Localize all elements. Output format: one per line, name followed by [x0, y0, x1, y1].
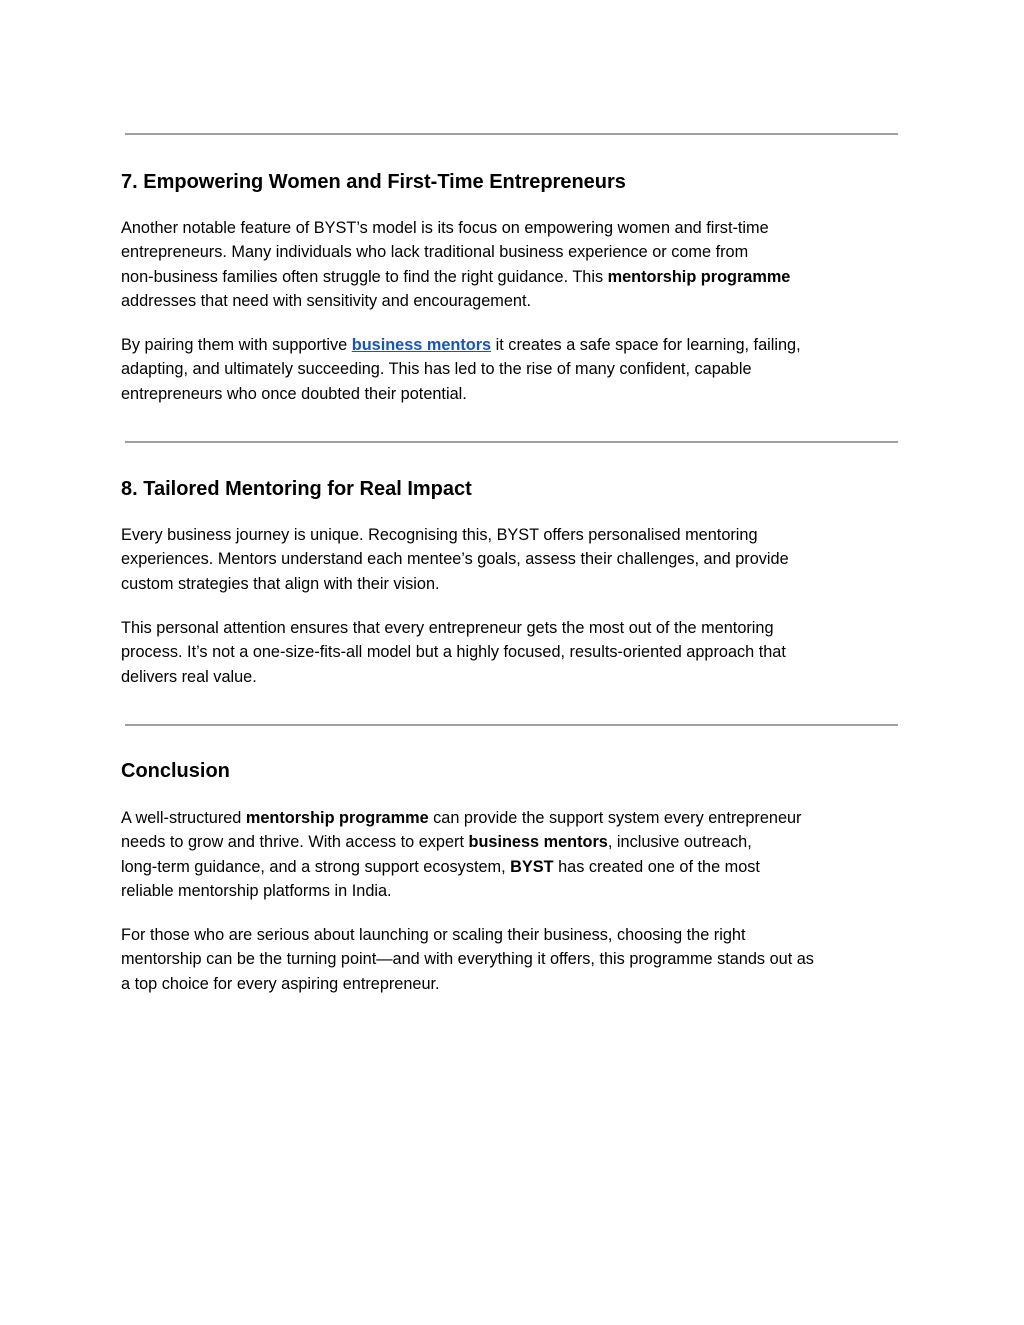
- paragraph-conclusion-support: [121, 806, 801, 903]
- text-run: it creates a safe space for learning, failing,: [491, 336, 801, 354]
- text-line: reliable mentorship platforms in India.: [121, 881, 392, 900]
- horizontal-rule: [125, 133, 898, 135]
- text-line: addresses that need with sensitivity and encouragement.: [121, 291, 531, 310]
- bold-term: mentorship programme: [245, 809, 429, 827]
- text-line: mentorship can be the turning point—and with everything it offers, this programme stands out as: [121, 950, 814, 969]
- conclusion-heading: Conclusion: [121, 760, 230, 782]
- text-run: By pairing them with supportive: [121, 336, 352, 354]
- text-line: [121, 806, 801, 830]
- text-line: [121, 333, 801, 357]
- text-run: has created one of the most: [553, 857, 760, 876]
- text-line: process. It’s not a one-size-fits-all model but a highly focused, results-oriented approach that: [121, 643, 786, 662]
- text-line: adapting, and ultimately succeeding. This has led to the rise of many confident, capable: [121, 360, 752, 379]
- paragraph-personal-attention: [121, 616, 786, 689]
- text-line: Every business journey is unique. Recognising this, BYST offers personalised mentoring: [121, 526, 758, 544]
- text-run: can provide the support system every entrepreneur: [428, 809, 802, 827]
- paragraph-business-mentors: [121, 333, 801, 406]
- text-run: non-business families often struggle to find the right guidance. This: [121, 267, 608, 286]
- bold-term: BYST: [510, 857, 554, 876]
- horizontal-rule: [125, 441, 898, 443]
- text-line: [121, 830, 801, 854]
- business-mentors-link[interactable]: business mentors: [351, 336, 492, 354]
- text-line: Another notable feature of BYST’s model is its focus on empowering women and first-time: [121, 219, 769, 237]
- text-run: , inclusive outreach,: [607, 833, 752, 852]
- text-line: For those who are serious about launching or scaling their business, choosing the right: [121, 926, 746, 944]
- text-line: custom strategies that align with their vision.: [121, 574, 440, 593]
- text-run: needs to grow and thrive. With access to expert: [121, 833, 469, 852]
- section-heading-7: 7. Empowering Women and First-Time Entrepreneurs: [121, 171, 626, 193]
- paragraph-personalised-mentoring: [121, 523, 789, 596]
- text-line: entrepreneurs who once doubted their potential.: [121, 384, 467, 403]
- bold-term: mentorship programme: [607, 267, 791, 286]
- text-line: [121, 855, 801, 879]
- paragraph-conclusion-choice: [121, 923, 814, 996]
- text-line: a top choice for every aspiring entrepreneur.: [121, 974, 440, 993]
- text-line: [121, 265, 790, 289]
- text-line: entrepreneurs. Many individuals who lack traditional business experience or come from: [121, 243, 749, 262]
- bold-term: business mentors: [468, 833, 608, 852]
- text-run: A well-structured: [121, 809, 246, 827]
- section-heading-8: 8. Tailored Mentoring for Real Impact: [121, 478, 472, 500]
- text-run: long-term guidance, and a strong support ecosystem,: [121, 857, 511, 876]
- text-line: delivers real value.: [121, 667, 257, 686]
- horizontal-rule: [125, 724, 898, 726]
- text-line: This personal attention ensures that every entrepreneur gets the most out of the mentoring: [121, 619, 774, 637]
- text-line: experiences. Mentors understand each mentee’s goals, assess their challenges, and provide: [121, 550, 789, 569]
- paragraph-women-entrepreneurs: [121, 216, 790, 313]
